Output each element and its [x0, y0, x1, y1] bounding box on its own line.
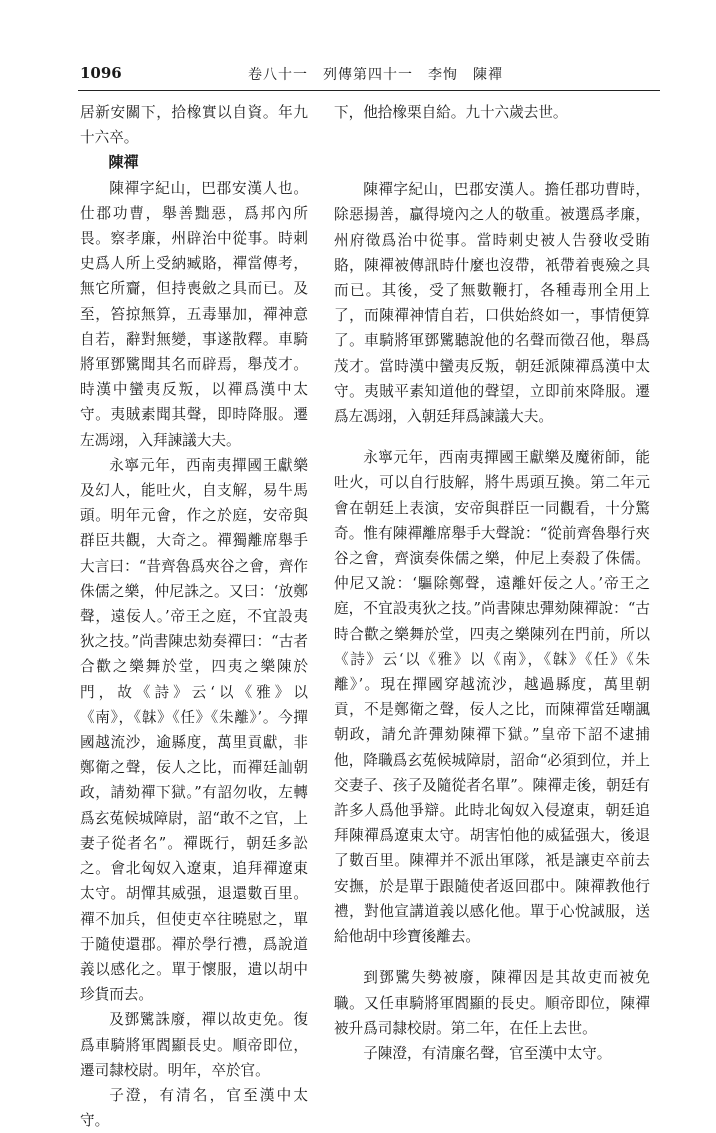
- classical-paragraph-0: 居新安關下，拾橡實以自資。年九十六卒。: [80, 104, 308, 147]
- classical-paragraph-2: 永寧元年，西南夷撣國王獻樂及幻人，能吐火，自支解，易牛馬頭。明年元會，作之於庭，安帝與群臣共觀，大奇之。禪獨離席舉手大言曰：“昔齊魯爲夾谷之會，齊作侏儒之樂，仲尼誅之。又曰：‘放鄭聲，遠佞人。’帝王之庭，不宜設夷狄之技。”尚書陳忠劾奏禪曰：“古者合歡之樂舞於堂，四夷之樂陳於門，故《詩》云‘以《雅》以《南》，《韎》《任》《朱離》’。今撣國越流沙，逾縣度，萬里貢獻，非鄭衛之聲，佞人之比，而禪廷訕朝政，請劾禪下獄。”有詔勿收，左轉爲玄菟候城障尉，詔“敢不之官，上妻子從者名”。禪既行，朝廷多訟之。會北匈奴入遼東，追拜禪遼東太守。胡憚其威强，退還數百里。禪不加兵，但使吏卒往曉慰之，單于隨使還郡。禪於學行禮，爲說道義以感化之。單于懷服，遺以胡中珍貨而去。: [80, 456, 308, 1004]
- translation-paragraph-4: 子陳澄，有清廉名聲，官至漢中太守。: [363, 1044, 612, 1062]
- classical-paragraph-4: 子澄，有清名，官至漢中太守。: [80, 1086, 308, 1130]
- translation-paragraph-2: 永寧元年，西南夷撣國王獻樂及魔術師，能吐火，可以自行肢解，將牛馬頭互換。第二年元會在朝廷上表演，安帝與群臣一同觀看，十分驚奇。惟有陳禪離席舉手大聲說：“從前齊魯舉行夾谷之會，齊演奏侏儒之樂，仲尼上奏殺了侏儒。仲尼又說：‘驅除鄭聲，遠離奸佞之人。’帝王之庭，不宜設夷狄之技。”尚書陳忠彈劾陳禪說：“古時合歡之樂舞於堂，四夷之樂陳列在門前，所以《詩》云‘以《雅》以《南》，《韎》《任》《朱離》’。現在撣國穿越流沙，越過縣度，萬里朝貢，不是鄭衛之聲，佞人之比，而陳禪當廷嘲諷朝政，請允許彈劾陳禪下獄。”皇帝下詔不逮捕他，降職爲玄菟候城障尉，詔命“必須到位，并上交妻子、孩子及隨從者名單”。陳禪走後，朝廷有許多人爲他爭辯。此時北匈奴入侵遼東，朝廷追拜陳禪爲遼東太守。胡害怕他的威猛强大，後退了數百里。陳禪并不派出軍隊，衹是讓吏卒前去安撫，於是單于跟隨使者返回郡中。陳禪教他行禮，對他宣講道義以感化他。單于心悅誠服，送給他胡中珍寶後離去。: [334, 449, 650, 946]
- translation-paragraph-3: 到鄧騭失勢被廢，陳禪因是其故吏而被免職。又任車騎將軍閻顯的長史。順帝即位，陳禪被升爲司隸校尉。第二年，在任上去世。: [334, 969, 650, 1037]
- running-header: 卷八十一 列傳第四十一 李恂 陳禪: [248, 67, 503, 83]
- page-number: 1096: [80, 64, 122, 82]
- translation-paragraph-0: 下，他拾橡栗自給。九十六歲去世。: [334, 104, 568, 121]
- translation-column: [334, 100, 650, 1066]
- classical-paragraph-3: 及鄧騭誅廢，禪以故吏免。復爲車騎將軍閻顯長史。順帝即位，遷司隸校尉。明年，卒於官。: [80, 1011, 308, 1079]
- translation-paragraph-1: 陳禪字紀山，巴郡安漢人。擔任郡功曹時，除惡揚善，贏得境內之人的敬重。被選爲孝廉，州府徵爲治中從事。當時刺史被人告發收受賄賂，陳禪被傳訊時什麼也沒帶，衹帶着喪殮之具而已。其後，受了無數鞭打，各種毒刑全用上了，而陳禪神情自若，口供始終如一，事情便算了。車騎將軍鄧騭聽說他的名聲而徵召他，舉爲茂才。當時漢中蠻夷反叛，朝廷派陳禪爲漢中太守。夷賊平素知道他的聲望，立即前來降服。遷爲左馮翊，入朝廷拜爲諫議大夫。: [334, 181, 650, 426]
- classical-text-column: [80, 100, 308, 1133]
- classical-paragraph-1: 陳禪字紀山，巴郡安漢人也。仕郡功曹，舉善黜惡，爲邦內所畏。察孝廉，州辟治中從事。時刺史爲人所上受納臧賂，禪當傳考，無它所齎，但持喪斂之具而已。及至，笞掠無算，五毒畢加，禪神意自若，辭對無變，事遂散釋。車騎將軍鄧騭聞其名而辟焉，舉茂才。時漢中蠻夷反叛，以禪爲漢中太守。夷賊素聞其聲，即時降服。遷左馮翊，入拜諫議大夫。: [80, 179, 308, 449]
- section-title: 陳禪: [108, 153, 139, 172]
- header-rule: [78, 90, 660, 91]
